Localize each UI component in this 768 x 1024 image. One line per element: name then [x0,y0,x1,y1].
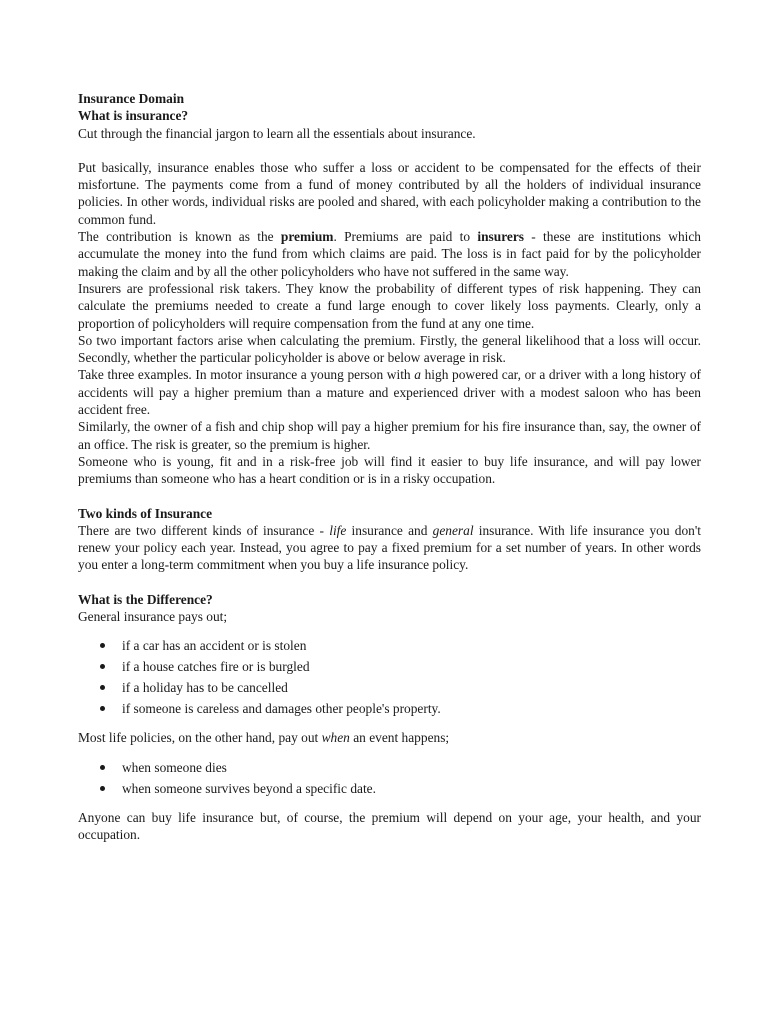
intro-paragraph: Cut through the financial jargon to learn all the essentials about insurance. [78,125,476,141]
life-policies-intro: Most life policies, on the other hand, pay out when an event happens; [78,730,450,746]
paragraph-examples: Take three examples. In motor insurance a young person with a high powered car, or a driver with a long history of accidents will pay a higher premium than a mature and experienced driver with a modest saloon who has been accident free. [78,367,701,418]
paragraph-premium: The contribution is known as the premium. Premiums are paid to insurers - these are institutions which accumulate the money into the fund from which claims are paid. The loss is in fact paid for by the policyholder making the claim and by all the other policyholders who have not suffered in the same way. [78,229,702,279]
term-premium: premium [280,229,334,245]
life-insurance-list [78,757,701,799]
list-item: when someone dies [78,757,701,778]
term-insurers: insurers [477,229,525,245]
bullet-icon [100,685,105,690]
paragraph-two-kinds: There are two different kinds of insurance - life insurance and general insurance. With life insurance you don't renew your policy each year. Instead, you agree to pay a fixed premium for a set number of years. In other words you enter a long-term commitment when you buy a life insurance policy. [78,522,701,573]
bullet-icon [100,664,105,669]
list-item: if a holiday has to be cancelled [78,677,701,698]
bullet-icon [100,765,105,770]
paragraph-fish-shop: Similarly, the owner of a fish and chip shop will pay a higher premium for his fire insurance than, say, the owner of an office. The risk is greater, so the premium is higher. [78,419,701,452]
section-heading-two-kinds: Two kinds of Insurance [78,505,213,521]
list-item: if someone is careless and damages other people's property. [78,698,701,719]
list-item: if a car has an accident or is stolen [78,635,701,656]
bullet-icon [100,643,105,648]
general-insurance-list [78,635,701,719]
section-heading-difference: What is the Difference? [78,591,213,607]
general-insurance-intro: General insurance pays out; [78,609,228,625]
term-general: general [432,522,474,538]
document-page [78,90,701,843]
paragraph-factors: So two important factors arise when calculating the premium. Firstly, the general likelihood that a loss will occur. Secondly, whether the particular policyholder is above or below average in risk. [78,332,701,366]
bullet-icon [100,706,105,711]
closing-paragraph: Anyone can buy life insurance but, of course, the premium will depend on your age, your health, and your occupation. [78,809,701,842]
bullet-icon [100,786,105,791]
list-item: if a house catches fire or is burgled [78,656,701,677]
term-life: life [329,522,347,538]
paragraph-basics: Put basically, insurance enables those who suffer a loss or accident to be compensated for the effects of their misfortune. The payments come from a fund of money contributed by all the holders of individual insurance policies. In other words, individual risks are pooled and shared, with each policyholder making a contribution to the common fund. [78,159,701,227]
document-title: Insurance Domain [78,91,185,106]
paragraph-risk-takers: Insurers are professional risk takers. They know the probability of different types of risk happening. They can calculate the premiums needed to create a fund large enough to cover likely loss payments. Clearly, only a proportion of policyholders will require compensation from the fund at any one time. [78,280,701,331]
paragraph-life-young: Someone who is young, fit and in a risk-free job will find it easier to buy life insurance, and will pay lower premiums than someone who has a heart condition or is in a risky occupation. [78,453,701,487]
term-when: when [321,730,350,746]
list-item: when someone survives beyond a specific date. [78,778,701,799]
section-heading-what-is-insurance: What is insurance? [78,108,189,124]
